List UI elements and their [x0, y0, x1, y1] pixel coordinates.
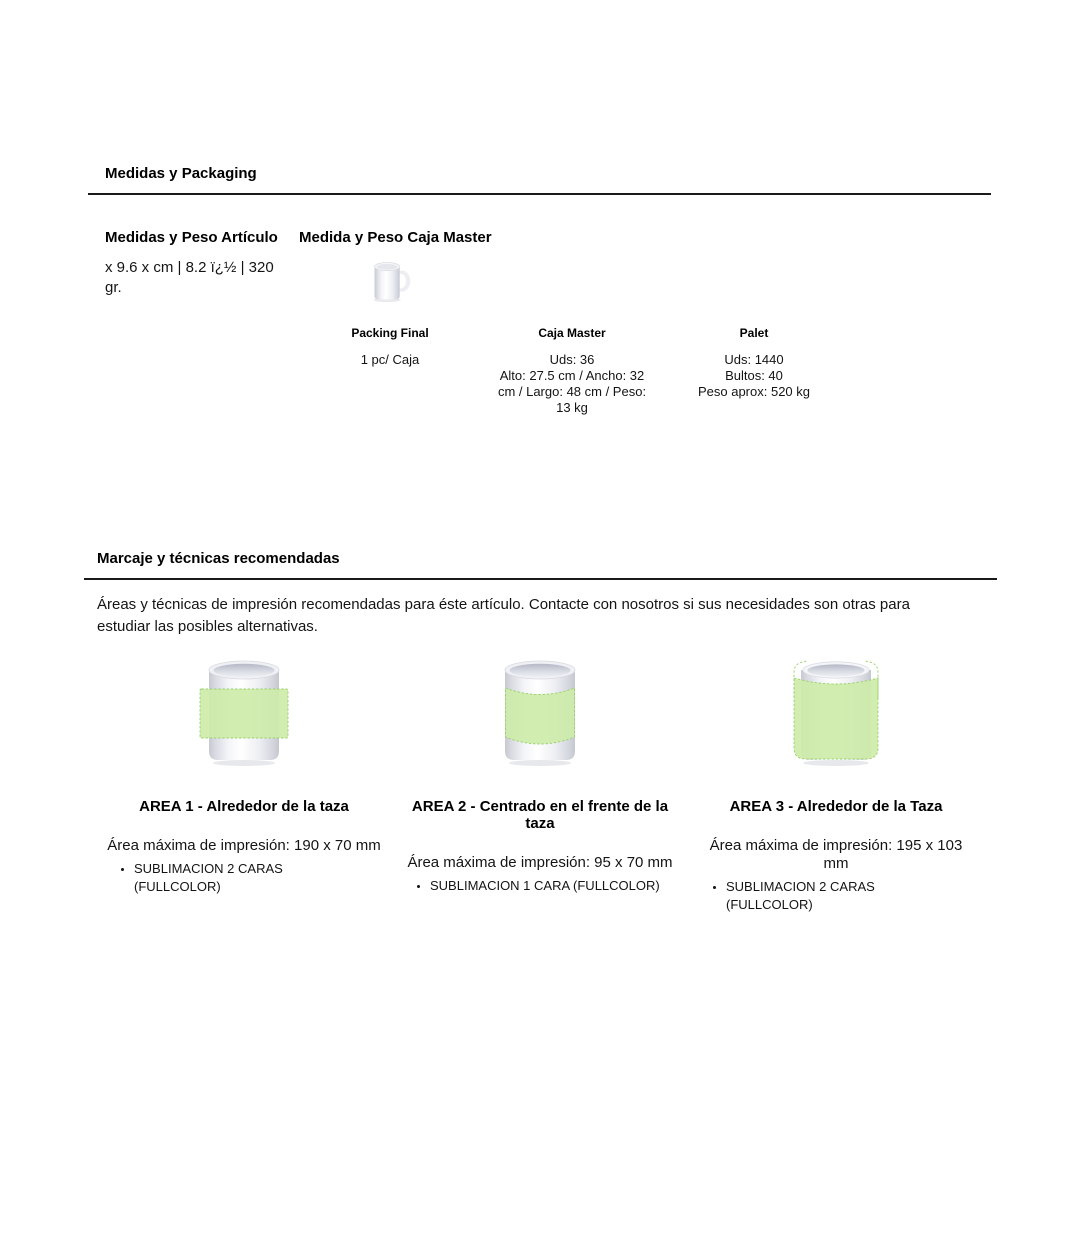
- area1-techniques: [96, 860, 311, 896]
- area3-title: AREA 3 - Alrededor de la Taza: [729, 798, 943, 815]
- packing-final-values: 1 pc/ Caja: [360, 352, 420, 367]
- print-area-3: [688, 650, 984, 914]
- technique-item: • SUBLIMACION 2 CARAS (FULLCOLOR): [134, 860, 311, 896]
- mug-wrap-band-graphic: [194, 656, 294, 770]
- palet-values: Uds: 1440 Bultos: 40 Peso aprox: 520 kg: [697, 352, 811, 399]
- area2-mug-diagram: [392, 650, 688, 770]
- product-sheet: [0, 164, 1080, 914]
- area2-max-print: Área máxima de impresión: 95 x 70 mm: [407, 854, 673, 871]
- palet-column: [663, 255, 845, 416]
- area3-mug-diagram: [688, 650, 984, 770]
- article-measures-title: Medidas y Peso Artículo: [105, 229, 278, 246]
- marking-section-title: Marcaje y técnicas recomendadas: [97, 550, 340, 567]
- section-divider: [84, 578, 997, 580]
- master-box-measures: [299, 228, 845, 416]
- section-divider: [88, 193, 991, 195]
- area1-mug-diagram: [96, 650, 392, 770]
- article-measures: [105, 228, 299, 416]
- section-marking: [0, 549, 1080, 914]
- print-areas: [96, 650, 1080, 914]
- palet-header: Palet: [739, 326, 769, 340]
- mug-product-image: [299, 255, 481, 326]
- packing-final-header: Packing Final: [351, 326, 429, 340]
- article-dimensions-text: x 9.6 x cm | 8.2 ï¿½ | 320 gr.: [105, 259, 274, 296]
- caja-master-header: Caja Master: [538, 326, 606, 340]
- technique-item: • SUBLIMACION 1 CARA (FULLCOLOR): [430, 877, 688, 895]
- caja-master-values: Uds: 36 Alto: 27.5 cm / Ancho: 32 cm / Largo: 48 cm / Peso: 13 kg: [497, 352, 647, 415]
- mug-front-center-graphic: [490, 656, 590, 770]
- area3-techniques: [688, 878, 903, 914]
- master-box-title: Medida y Peso Caja Master: [299, 229, 492, 246]
- print-area-2: [392, 650, 688, 914]
- mug-full-wrap-graphic: [786, 656, 886, 770]
- packaging-table: [299, 255, 845, 416]
- area1-title: AREA 1 - Alrededor de la taza: [139, 798, 349, 815]
- area2-techniques: [392, 877, 688, 895]
- print-area-1: [96, 650, 392, 914]
- marking-intro-text: Áreas y técnicas de impresión recomendadas para éste artículo. Contacte con nosotros si sus necesidades son otras para estudiar las posibles alternativas.: [97, 596, 910, 635]
- packing-final-column: [299, 255, 481, 416]
- area1-max-print: Área máxima de impresión: 190 x 70 mm: [107, 837, 381, 854]
- mug-thumbnail-graphic: [361, 255, 419, 313]
- area3-max-print: Área máxima de impresión: 195 x 103 mm: [709, 837, 963, 872]
- section-packaging: [0, 164, 1080, 416]
- area2-title: AREA 2 - Centrado en el frente de la taza: [411, 798, 669, 832]
- packaging-content: [105, 228, 1080, 416]
- caja-master-column: [481, 255, 663, 416]
- packaging-section-title: Medidas y Packaging: [105, 165, 257, 182]
- technique-item: • SUBLIMACION 2 CARAS (FULLCOLOR): [726, 878, 903, 914]
